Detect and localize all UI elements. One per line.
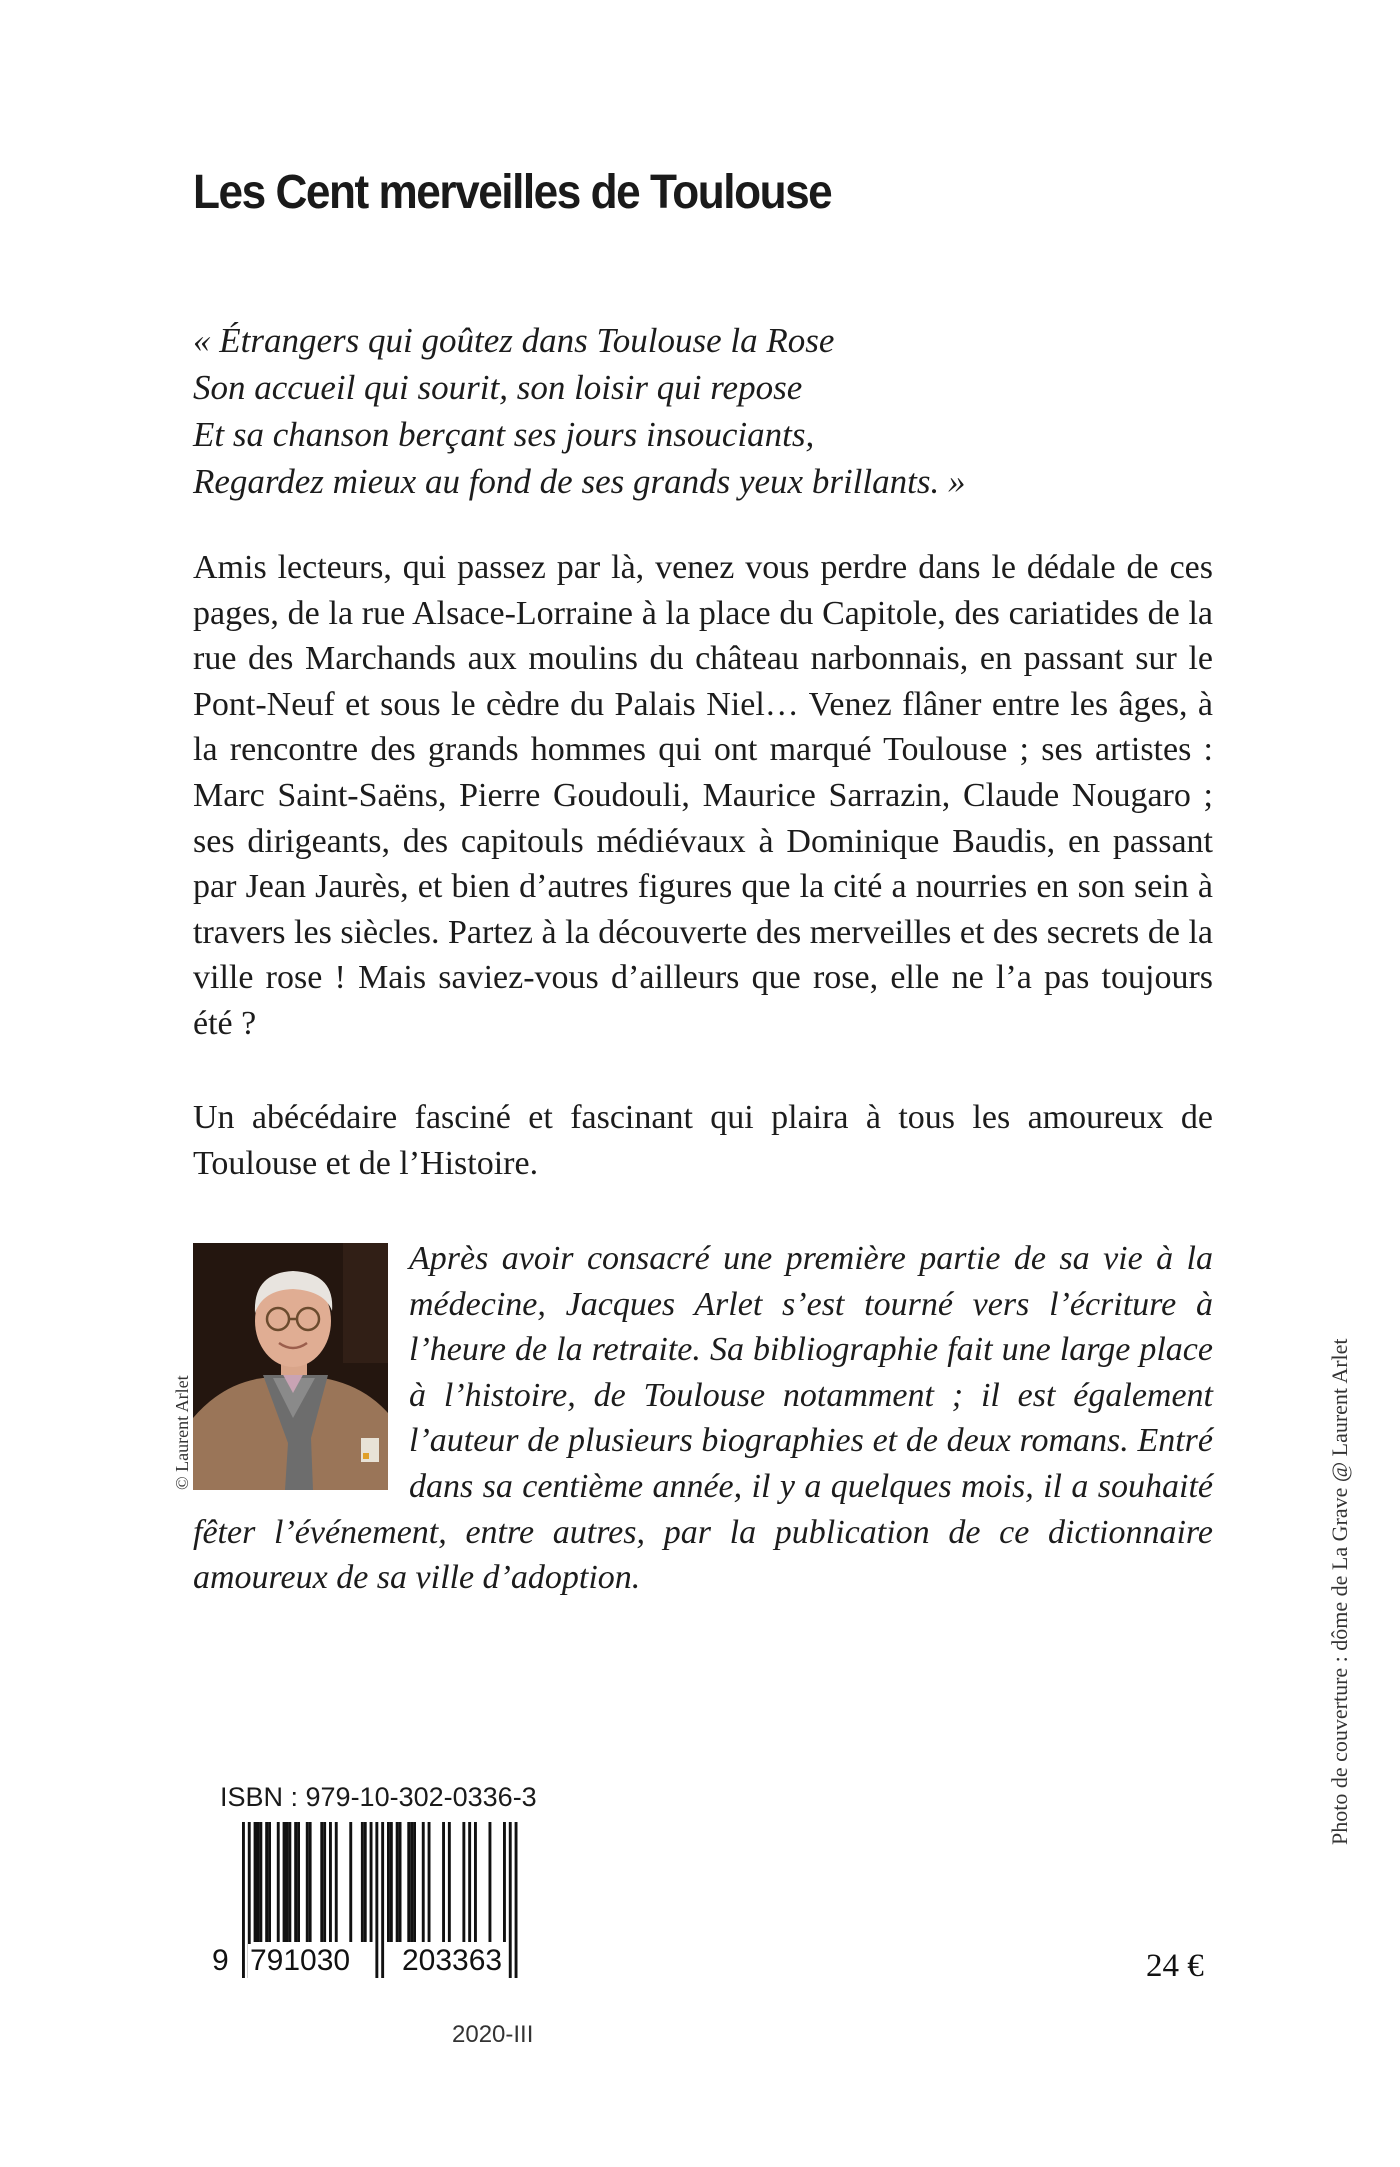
barcode-bar bbox=[257, 1822, 260, 1942]
barcode-bar bbox=[283, 1822, 286, 1942]
barcode-bar bbox=[448, 1822, 451, 1942]
barcode-bar bbox=[407, 1822, 410, 1942]
barcode-bar bbox=[474, 1822, 477, 1942]
barcode-bar bbox=[242, 1822, 245, 1978]
barcode-bar bbox=[428, 1822, 431, 1942]
barcode-bar bbox=[286, 1822, 289, 1942]
barcode-bar bbox=[503, 1822, 506, 1942]
barcode-bar bbox=[361, 1822, 364, 1942]
poem-line: Son accueil qui sourit, son loisir qui repose bbox=[193, 368, 803, 407]
price: 24 € bbox=[1146, 1948, 1204, 1984]
barcode-bar bbox=[390, 1822, 393, 1942]
barcode-bar bbox=[265, 1822, 268, 1942]
barcode-bar bbox=[329, 1822, 332, 1942]
barcode-bar bbox=[462, 1822, 465, 1942]
barcode-digits-left: 791030 bbox=[250, 1944, 351, 1977]
author-bio-block bbox=[193, 1236, 1213, 1601]
poem-epigraph bbox=[193, 317, 1213, 505]
barcode-bar bbox=[396, 1822, 399, 1942]
barcode-bar bbox=[323, 1822, 326, 1942]
barcode-bar bbox=[309, 1822, 312, 1942]
book-title: Les Cent merveilles de Toulouse bbox=[193, 166, 832, 219]
barcode-bar bbox=[288, 1822, 291, 1942]
barcode-bar bbox=[277, 1822, 280, 1942]
barcode-bar bbox=[335, 1822, 338, 1942]
poem-line: Regardez mieux au fond de ses grands yeux brillants. » bbox=[193, 462, 966, 501]
barcode-bar bbox=[370, 1822, 373, 1942]
barcode-bar bbox=[375, 1822, 378, 1978]
barcode-bar bbox=[381, 1822, 384, 1978]
barcode-bar bbox=[468, 1822, 471, 1942]
print-reference: 2020-III bbox=[452, 2021, 534, 2048]
barcode-bar bbox=[410, 1822, 413, 1942]
barcode-bar bbox=[442, 1822, 445, 1942]
poem-line: Et sa chanson berçant ses jours insouciants, bbox=[193, 415, 815, 454]
barcode-bar bbox=[254, 1822, 257, 1942]
author-bio: Après avoir consacré une première partie de sa vie à la médecine, Jacques Arlet s’est tourné vers l’écriture à l’heure de la retraite. Sa bibliographie fait une large place à l’histoire, de Toulouse notamment ; il est également l’auteur de plusieurs biographies et de deux romans. Entré dans sa centième année, il y a quelques mois, il a souhaité fêter l’événement, entre autres, par la publication de ce dictionnaire amoureux de sa ville d’adoption. bbox=[193, 1240, 1213, 1597]
cover-photo-credit: Photo de couverture : dôme de La Grave @ Laurent Arlet bbox=[1327, 1338, 1352, 1845]
barcode-digit-first: 9 bbox=[212, 1944, 229, 1977]
barcode-bar bbox=[489, 1822, 492, 1942]
barcode-bar bbox=[399, 1822, 402, 1942]
photo-spacer bbox=[193, 1236, 409, 1508]
isbn-number: ISBN : 979-10-302-0336-3 bbox=[220, 1782, 537, 1812]
poem-line: « Étrangers qui goûtez dans Toulouse la Rose bbox=[193, 321, 835, 360]
barcode-bar bbox=[422, 1822, 425, 1942]
barcode-bar bbox=[268, 1822, 271, 1942]
barcode-bar bbox=[413, 1822, 416, 1942]
barcode-bar bbox=[320, 1822, 323, 1942]
barcode-bar bbox=[387, 1822, 390, 1942]
book-tagline: Un abécédaire fasciné et fascinant qui plaira à tous les amoureux de Toulouse et de l’Histoire. bbox=[193, 1099, 1213, 1182]
photo-credit: © Laurent Arlet bbox=[172, 1375, 192, 1490]
barcode-bar bbox=[259, 1822, 262, 1942]
barcode-digits-right: 203363 bbox=[402, 1944, 503, 1977]
barcode-bar bbox=[515, 1822, 518, 1978]
barcode-bar bbox=[509, 1822, 512, 1978]
barcode-bar bbox=[364, 1822, 367, 1942]
barcode-bar bbox=[297, 1822, 300, 1942]
barcode-bar bbox=[306, 1822, 309, 1942]
book-description: Amis lecteurs, qui passez par là, venez vous perdre dans le dédale de ces pages, de la rue Alsace-Lorraine à la place du Capitole, des cariatides de la rue des Marchands aux moulins du château narbonnais, en passant sur le Pont-Neuf et sous le cèdre du Palais Niel… Venez flâner entre les âges, à la rencontre des grands hommes qui ont marqué Toulouse ; ses artistes : Marc Saint-Saëns, Pierre Goudouli, Maurice Sarrazin, Claude Nougaro ; ses dirigeants, des capitouls médiévaux à Dominique Baudis, en passant par Jean Jaurès, et bien d’autres figures que la cité a nourries en son sein à travers les siècles. Partez à la découverte des merveilles et des secrets de la ville rose ! Mais saviez-vous d’ailleurs que rose, elle ne l’a pas toujours été ? bbox=[193, 549, 1213, 1042]
barcode-bar bbox=[294, 1822, 297, 1942]
barcode-bar bbox=[349, 1822, 352, 1942]
